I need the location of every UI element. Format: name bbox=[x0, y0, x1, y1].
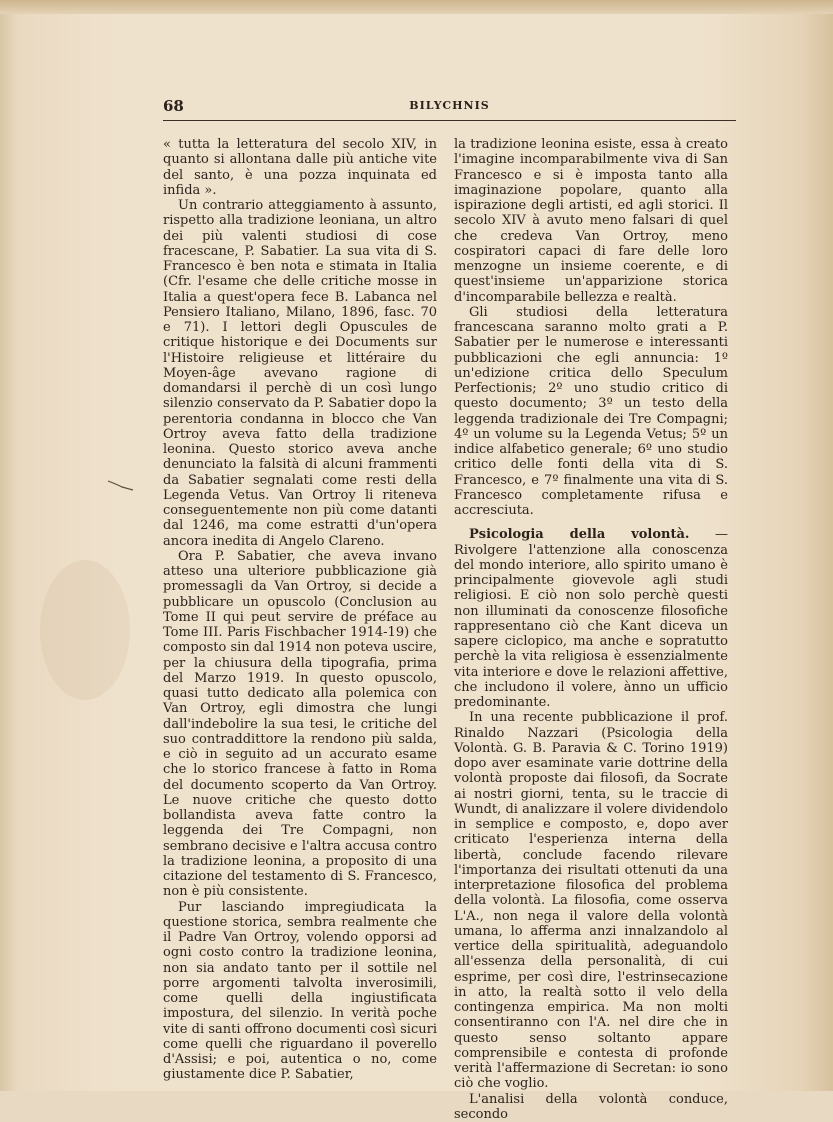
paper-stain bbox=[40, 560, 130, 700]
pencil-mark-icon bbox=[106, 478, 136, 492]
paragraph: Ora P. Sabatier, che aveva invano atteso una ulteriore pubblicazione già promessagli da Van Ortroy, si decide a pubblicare un opuscolo (Conclusion au Tome II qui peut servire de préface au Tome III. Paris Fischbacher 1914-19) che composto sin dal 1914 non poteva uscire, per la chiusura della tipografia, prima del Marzo 1919. In questo opuscolo, quasi tutto dedicato alla polemica con Van Ortroy, egli dimostra che lungi dall'indebolire la sua tesi, le critiche del suo contraddittore la rendono più salda, e ciò in seguito ad un accurato esame che lo storico francese à fatto in Roma del documento scoperto da Van Ortroy. Le nuove critiche che questo dotto bollandista aveva fatte contro la leggenda dei Tre Compagni, non sembrano decisive e l'altra accusa contro la tradizione leonina, a proposito di una citazione del testamento di S. Francesco, non è più consistente. bbox=[163, 549, 437, 900]
paragraph: In una recente pubblicazione il prof. Rinaldo Nazzari (Psicologia della Volontà. G. B. Paravia & C. Torino 1919) dopo aver esaminate varie dottrine della volontà proposte dai filosofi, da Socrate ai nostri giorni, tenta, su le traccie di Wundt, di analizzare il volere dividendolo in semplice e composto, e, dopo aver criticato l'esperienza interna della libertà, conclude facendo rilevare l'importanza dei risultati ottenuti da una interpretazione filosofica del problema della volontà. La filosofia, come osserva L'A., non nega il valore della volontà umana, lo afferma anzi innalzandolo al vertice della spiritualità, adeguandolo all'essenza della personalità, di cui esprime, per così dire, l'estrinsecazione in atto, la realtà sotto il velo della contingenza empirica. Ma non molti consentiranno con l'A. nel dire che in questo senso soltanto appare comprensibile e contesta di profonde verità l'affermazione di Secretan: io sono ciò che voglio. bbox=[454, 710, 728, 1091]
paragraph: Gli studiosi della letteratura francescana saranno molto grati a P. Sabatier per le numerose e interessanti pubblicazioni che egli annuncia: 1º un'edizione critica dello Speculum Perfectionis; 2º uno studio critico di questo documento; 3º un testo della leggenda tradizionale dei Tre Compagni; 4º un volume su la Legenda Vetus; 5º un indice alfabetico generale; 6º uno studio critico delle fonti della vita di S. Francesco, e 7º finalmente una vita di S. Francesco completamente rifusa e accresciuta. bbox=[454, 305, 728, 519]
paragraph: L'analisi della volontà conduce, secondo bbox=[454, 1092, 728, 1122]
page-top-edge bbox=[0, 0, 833, 14]
paragraph: la tradizione leonina esiste, essa à creato l'imagine incomparabilmente viva di San Francesco e si è imposta tanto alla imaginazione popolare, quanto alla ispirazione degli artisti, ed agli storici. Il secolo XIV à avuto meno falsari di quel che credeva Van Ortroy, meno cospiratori capaci di fare delle loro menzogne un insieme coerente, e di quest'insieme un'apparizione storica d'incomparabile bellezza e realtà. bbox=[454, 137, 728, 305]
page-header bbox=[163, 97, 736, 119]
section-paragraph bbox=[454, 527, 728, 710]
right-column bbox=[454, 137, 728, 1122]
header-rule bbox=[163, 120, 736, 121]
paragraph: Pur lasciando impregiudicata la questione storica, sembra realmente che il Padre Van Ortroy, volendo opporsi ad ogni costo contro la tradizione leonina, non sia andato tanto per il sottile nel porre argomenti talvolta inverosimili, come quelli della ingiustificata impostura, del silenzio. In verità poche vite di santi offrono documenti così sicuri come quelli che riguardano il poverello d'Assisi; e poi, autentica o no, come giustamente dice P. Sabatier, bbox=[163, 900, 437, 1083]
page-number: 68 bbox=[163, 97, 184, 115]
running-title: BILYCHNIS bbox=[163, 99, 736, 112]
section-text: — Rivolgere l'attenzione alla conoscenza del mondo interiore, allo spirito umano è principalmente giovevole agli studi religiosi. E ciò non solo perchè questi non illuminati da conoscenze filosofiche rappresentano ciò che Kant diceva un sapere ciclopico, ma anche e sopratutto perchè la vita religiosa è essenzialmente vita interiore e dove le relazioni affettive, che includono il volere, ànno un ufficio predominante. bbox=[454, 527, 728, 710]
left-column bbox=[163, 137, 437, 1083]
paragraph: « tutta la letteratura del secolo XIV, in quanto si allontana dalle più antiche vite del santo, è una pozza inquinata ed infida ». bbox=[163, 137, 437, 198]
paragraph: Un contrario atteggiamento à assunto, rispetto alla tradizione leoniana, un altro dei più valenti studiosi di cose fracescane, P. Sabatier. La sua vita di S. Francesco è ben nota e stimata in Italia (Cfr. l'esame che delle critiche mosse in Italia a quest'opera fece B. Labanca nel Pensiero Italiano, Milano, 1896, fasc. 70 e 71). I lettori degli Opuscules de critique historique e dei Documents sur l'Histoire religieuse et littéraire du Moyen-âge avevano ragione di domandarsi il perchè di un così lungo silenzio conservato da P. Sabatier dopo la perentoria condanna in blocco che Van Ortroy aveva fatto della tradizione leonina. Questo storico aveva anche denunciato la falsità di alcuni frammenti da Sabatier segnalati come resti della Legenda Vetus. Van Ortroy li riteneva conseguentemente non più come datanti dal 1246, ma come estratti d'un'opera ancora inedita di Angelo Clareno. bbox=[163, 198, 437, 549]
section-heading: Psicologia della volontà. bbox=[469, 527, 689, 542]
